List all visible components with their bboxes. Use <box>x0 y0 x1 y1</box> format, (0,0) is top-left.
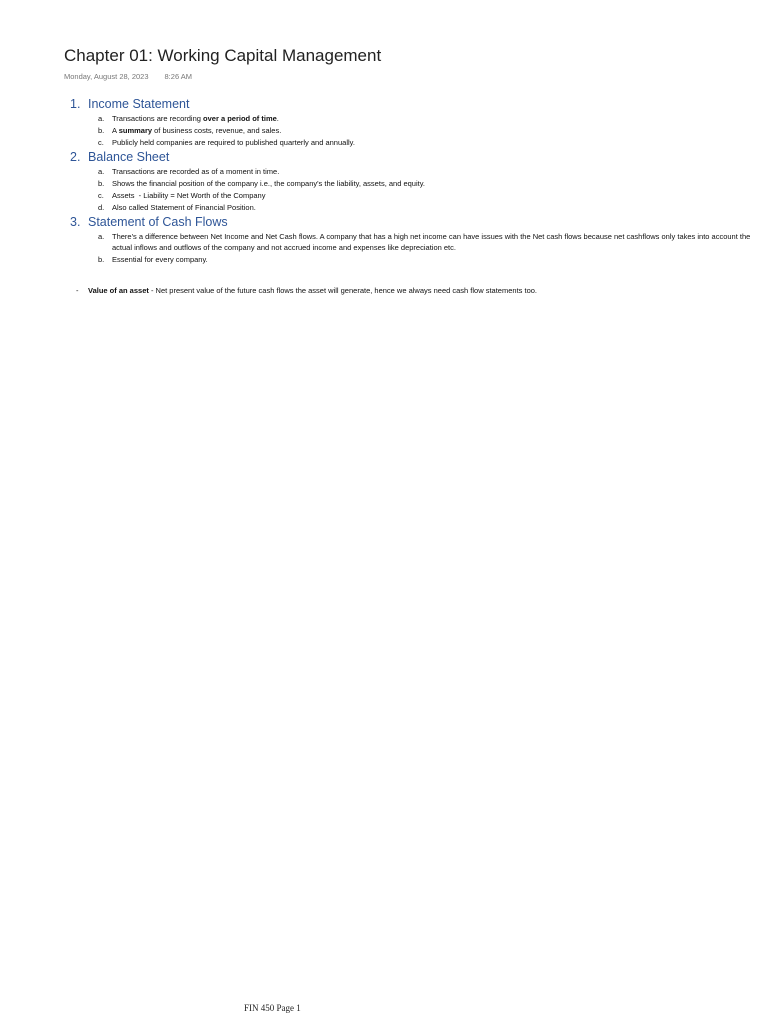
section-items <box>70 113 764 148</box>
section-number: 1. <box>70 97 81 111</box>
section-heading <box>70 96 764 112</box>
section-title: Balance Sheet <box>88 150 170 164</box>
note-content <box>70 96 764 266</box>
list-item <box>70 113 764 124</box>
page-title: Chapter 01: Working Capital Management <box>64 46 382 65</box>
section-heading <box>70 149 764 165</box>
list-item-text-end: . <box>276 114 279 123</box>
list-item-text: Essential for every company. <box>112 255 208 264</box>
section-cash-flows <box>70 214 764 265</box>
list-item-letter: d. <box>98 203 105 212</box>
list-item-letter: a. <box>98 167 105 176</box>
page-footer: FIN 450 Page 1 <box>244 1003 301 1013</box>
list-item-bold-text: summary <box>118 126 153 135</box>
list-item-letter: a. <box>98 114 105 123</box>
list-item-text: There's a difference between Net Income and Net Cash flows. A company that has a high net income can have issues with the Net cash flows because net cashflows only takes into account the actual inflows and outflows of the company and not accrued income and expenses like depreciation etc. <box>112 232 751 252</box>
list-item-text: Transactions are recorded as of a moment in time. <box>112 167 280 176</box>
list-item-text: Also called Statement of Financial Position. <box>112 203 256 212</box>
list-item <box>70 190 764 201</box>
bullet-dash: - <box>76 286 79 295</box>
list-item <box>70 254 764 265</box>
list-item-text: Publicly held companies are required to published quarterly and annually. <box>112 138 355 147</box>
section-number: 3. <box>70 215 81 229</box>
list-item-text: Assets - Liability = Net Worth of the Company <box>112 191 266 200</box>
section-heading <box>70 214 764 230</box>
section-items <box>70 231 764 265</box>
list-item-text: Shows the financial position of the company i.e., the company's the liability, assets, and equity. <box>112 179 425 188</box>
page-date: Monday, August 28, 2023 <box>64 72 149 81</box>
section-balance-sheet <box>70 149 764 213</box>
page-meta <box>64 72 192 81</box>
list-item <box>70 125 764 136</box>
list-item-letter: c. <box>98 138 104 147</box>
list-item-text-end: of business costs, revenue, and sales. <box>152 126 282 135</box>
list-item <box>70 137 764 148</box>
section-title: Statement of Cash Flows <box>88 215 228 229</box>
section-number: 2. <box>70 150 81 164</box>
page-time: 8:26 AM <box>164 72 193 81</box>
list-item-bold-text: over a period of time <box>203 114 277 123</box>
list-item-letter: b. <box>98 179 105 188</box>
list-item-letter: a. <box>98 232 105 241</box>
list-item <box>70 178 764 189</box>
list-item-letter: c. <box>98 191 104 200</box>
list-item-text: A <box>112 126 119 135</box>
list-item-text: Transactions are recording <box>112 114 204 123</box>
bullet-bold-text: Value of an asset <box>88 286 149 295</box>
bullet-text: - Net present value of the future cash flows the asset will generate, hence we always need cash flow statements too. <box>148 286 537 295</box>
list-item <box>70 166 764 177</box>
section-income-statement <box>70 96 764 148</box>
list-item-letter: b. <box>98 126 105 135</box>
list-item <box>70 202 764 213</box>
list-item <box>70 231 764 253</box>
list-item-letter: b. <box>98 255 105 264</box>
section-title: Income Statement <box>88 97 190 111</box>
note-bullet <box>76 285 756 296</box>
section-items <box>70 166 764 213</box>
